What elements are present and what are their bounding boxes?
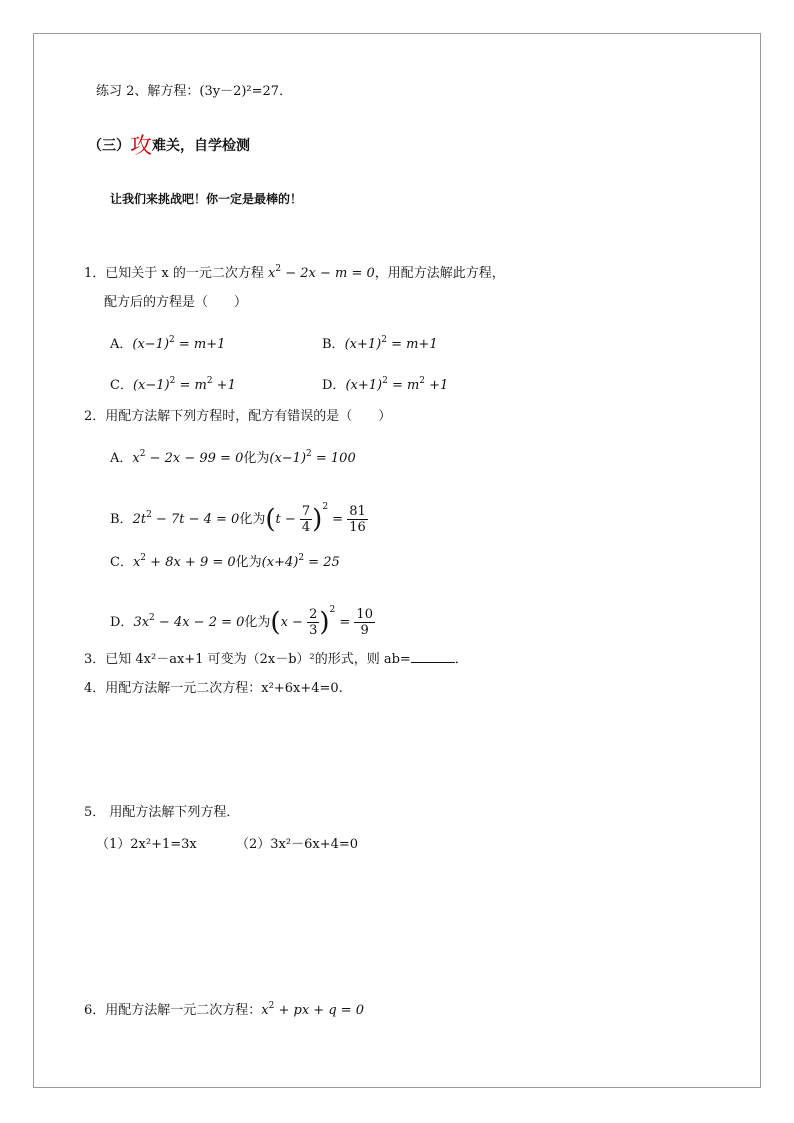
q2-option-b-huawei: 化为 bbox=[239, 512, 266, 527]
q2-option-c bbox=[110, 550, 340, 571]
q6-text: 6．用配方法解一元二次方程： bbox=[84, 1003, 262, 1018]
q2-option-c-rhs: $(x+4)^2 = 25$ bbox=[261, 553, 340, 570]
q3-suffix: ． bbox=[454, 652, 468, 667]
q1-option-a bbox=[110, 332, 225, 353]
q1-option-a-math: $(x-1)^2 = m+1$ bbox=[132, 335, 226, 352]
q3-blank[interactable] bbox=[411, 650, 455, 663]
q2-option-d-label: D． bbox=[110, 615, 134, 630]
q5-title: 5． 用配方法解下列方程． bbox=[84, 805, 240, 820]
section-3-heading bbox=[88, 134, 251, 159]
q5-part-1: （1）2x²+1=3x bbox=[96, 837, 197, 852]
q2-option-c-lhs: $x^2 + 8x + 9 = 0$ bbox=[132, 553, 236, 570]
section-3-subtitle: 让我们来挑战吧！你一定是最棒的！ bbox=[110, 192, 303, 206]
q2-option-a-lhs: $x^2 - 2x - 99 = 0$ bbox=[132, 449, 244, 466]
q1-suffix: ，用配方法解此方程， bbox=[374, 266, 505, 281]
q1-line1 bbox=[84, 261, 505, 282]
q2-option-d-rhs: (x − $\frac{2}{3}$ )$^2$ = $\frac{10}{9}$ bbox=[270, 605, 373, 638]
q6-equation: $x^2$ + px + q = 0 bbox=[261, 1001, 365, 1018]
q1-option-d-label: D． bbox=[322, 378, 346, 393]
section-3-big-char: 攻 bbox=[130, 134, 153, 159]
q2-option-b-lhs: $2t^2 - 7t - 4 = 0$ bbox=[132, 510, 240, 527]
practice-2: 练习 2、解方程：(3y－2)²=27． bbox=[96, 84, 293, 99]
q2-option-b-rhs: (t − $\frac{7}{4}$ )$^2$ = $\frac{81}{16}$ bbox=[265, 502, 366, 535]
q2-option-a-huawei: 化为 bbox=[243, 451, 270, 466]
q2-title: 2．用配方法解下列方程时，配方有错误的是（ ） bbox=[84, 409, 392, 424]
q2-option-a bbox=[110, 446, 356, 467]
q3 bbox=[84, 650, 468, 668]
q5-part-2: （2）3x²－6x+4=0 bbox=[236, 837, 359, 852]
q1-option-b bbox=[322, 332, 438, 353]
q1-option-d-math: $(x+1)^2 = m^2 +1$ bbox=[345, 376, 449, 393]
q1-line2: 配方后的方程是（ ） bbox=[104, 295, 248, 310]
q2-option-d-huawei: 化为 bbox=[244, 615, 271, 630]
q6 bbox=[84, 998, 364, 1019]
q2-option-a-label: A． bbox=[110, 451, 133, 466]
q1-option-b-label: B． bbox=[322, 337, 345, 352]
q1-option-b-math: $(x+1)^2 = m+1$ bbox=[344, 335, 438, 352]
section-3-rest: 难关，自学检测 bbox=[152, 138, 251, 154]
q2-option-b-label: B． bbox=[110, 512, 133, 527]
q1-option-c bbox=[110, 373, 236, 394]
section-3-prefix: （三） bbox=[88, 138, 130, 154]
q2-option-d-lhs: $3x^2 - 4x - 2 = 0$ bbox=[133, 613, 245, 630]
q3-text: 3．已知 4x²－ax+1 可变为（2x－b）²的形式，则 ab= bbox=[84, 652, 411, 667]
q2-option-c-huawei: 化为 bbox=[235, 555, 262, 570]
q2-option-d bbox=[110, 588, 375, 638]
q1-option-a-label: A． bbox=[110, 337, 133, 352]
q1-option-d bbox=[322, 373, 448, 394]
q2-option-a-rhs: $(x-1)^2 = 100$ bbox=[269, 449, 356, 466]
q1-equation: $x^2 - 2x - m = 0$ bbox=[268, 264, 375, 281]
q2-option-c-label: C． bbox=[110, 555, 133, 570]
q4: 4．用配方法解一元二次方程：x²+6x+4=0. bbox=[84, 681, 343, 696]
q1-option-c-math: $(x-1)^2 = m^2 +1$ bbox=[132, 376, 236, 393]
q1-prefix: 1．已知关于 x 的一元二次方程 bbox=[84, 266, 268, 281]
q2-option-b bbox=[110, 485, 368, 535]
q1-option-c-label: C． bbox=[110, 378, 133, 393]
